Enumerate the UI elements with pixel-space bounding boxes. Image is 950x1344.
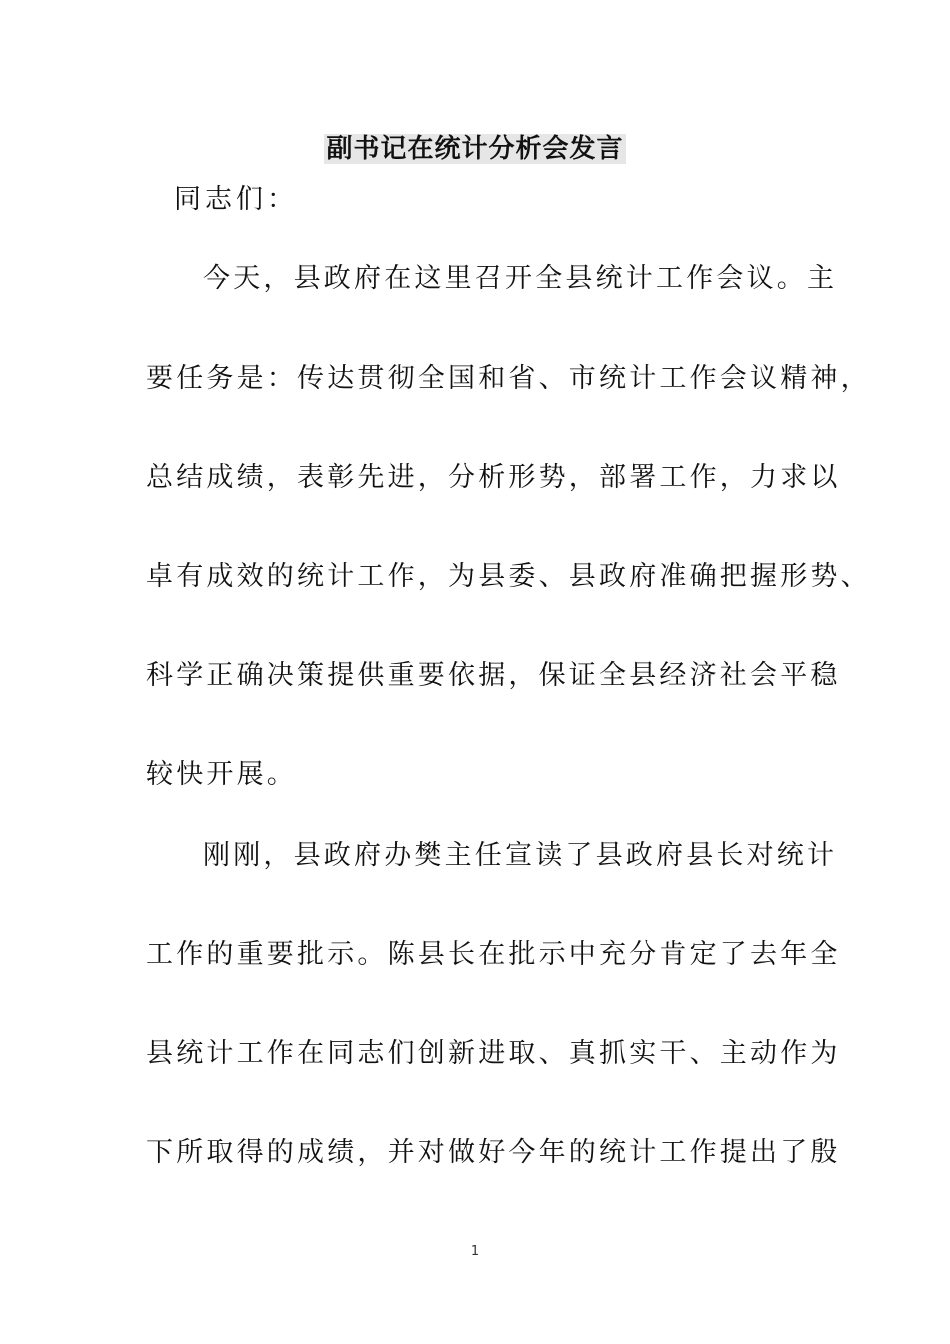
paragraph-line: 总结成绩，表彰先进，分析形势，部署工作，力求以 [146,462,841,493]
salutation: 同志们： [174,184,298,215]
paragraph-line: 刚刚，县政府办樊主任宣读了县政府县长对统计 [203,840,838,871]
document-title-text: 副书记在统计分析会发言 [326,134,624,164]
paragraph-line: 要任务是：传达贯彻全国和省、市统计工作会议精神， [146,363,871,394]
paragraph-line: 卓有成效的统计工作，为县委、县政府准确把握形势、 [146,561,871,592]
paragraph-line: 工作的重要批示。陈县长在批示中充分肯定了去年全 [146,939,841,970]
paragraph-line: 较快开展。 [146,759,297,790]
paragraph-line: 县统计工作在同志们创新进取、真抓实干、主动作为 [146,1038,841,1069]
page-number: 1 [470,1244,480,1259]
document-title [0,129,950,169]
paragraph-line: 下所取得的成绩，并对做好今年的统计工作提出了殷 [146,1137,841,1168]
paragraph-line: 科学正确决策提供重要依据，保证全县经济社会平稳 [146,660,841,691]
paragraph-line: 今天，县政府在这里召开全县统计工作会议。主 [203,263,838,294]
